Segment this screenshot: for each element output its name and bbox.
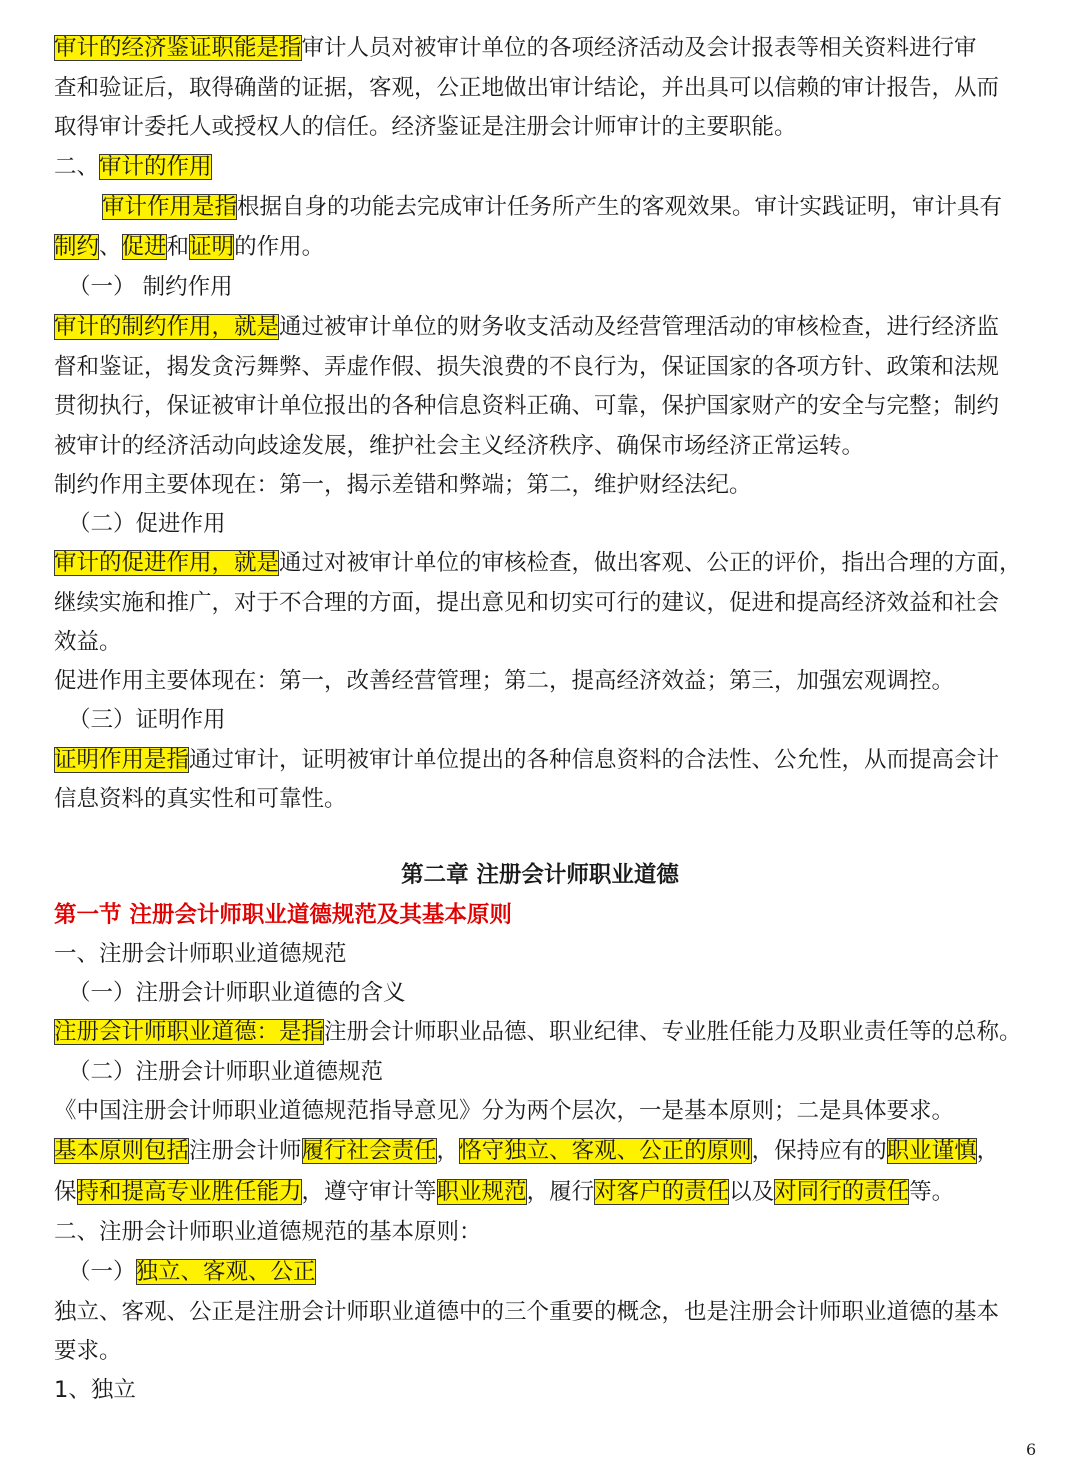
- text-segment: 促进作用主要体现在：第一，改善经营管理；第二，提高经济效益；第三，加强宏观调控。: [54, 668, 955, 694]
- text-segment: 的作用。: [234, 234, 325, 260]
- text-segment: ，遵守审计等: [301, 1179, 437, 1205]
- text-segment: 通过审计，证明被审计单位提出的各种信息资料的合法性、公允性，从而提高会计: [189, 747, 1000, 773]
- highlighted-text: 促进: [121, 234, 167, 260]
- text-line: [54, 467, 1044, 505]
- subsection-heading: [68, 975, 1058, 1013]
- text-segment: 以及: [729, 1179, 775, 1205]
- text-line: [54, 585, 1044, 623]
- text-line: [54, 1174, 1044, 1212]
- text-line: [54, 70, 1044, 108]
- text-segment: （三）证明作用: [68, 707, 226, 733]
- subsection-heading: [68, 702, 1058, 740]
- text-line: [102, 189, 1080, 227]
- text-line: [54, 1214, 1044, 1252]
- highlighted-text: 审计的经济鉴证职能是指: [54, 35, 302, 61]
- text-line: [54, 388, 1044, 426]
- highlighted-text: 审计作用是指: [102, 194, 238, 220]
- highlighted-text: 履行社会责任: [301, 1138, 437, 1164]
- section-title: [54, 897, 1044, 935]
- text-segment: 通过被审计单位的财务收支活动及经营管理活动的审核检查，进行经济监: [279, 314, 1000, 340]
- highlighted-text: 审计的作用: [99, 154, 212, 180]
- text-segment: 取得审计委托人或授权人的信任。经济鉴证是注册会计师审计的主要职能。: [54, 114, 797, 140]
- text-segment: 注册会计师: [189, 1138, 302, 1164]
- text-segment: （二）注册会计师职业道德规范: [68, 1059, 384, 1085]
- text-segment: 1、独立: [54, 1377, 136, 1403]
- text-segment: ，保持应有的: [751, 1138, 887, 1164]
- text-segment: 贯彻执行，保证被审计单位报出的各种信息资料正确、可靠，保护国家财产的安全与完整；制约: [54, 393, 1000, 419]
- section-heading: [54, 149, 1044, 187]
- text-line: [54, 624, 1044, 662]
- highlighted-text: 证明: [189, 234, 235, 260]
- text-line: [54, 1372, 1044, 1410]
- text-line: [54, 742, 1044, 780]
- text-segment: 继续实施和推广，对于不合理的方面，提出意见和切实可行的建议，促进和提高经济效益和社会: [54, 590, 1000, 616]
- highlighted-text: 恪守独立、客观、公正的原则: [459, 1138, 752, 1164]
- text-segment: 保: [54, 1179, 77, 1205]
- text-line: [54, 663, 1044, 701]
- text-segment: 信息资料的真实性和可靠性。: [54, 786, 347, 812]
- text-segment: 二、: [54, 154, 100, 180]
- text-segment: 效益。: [54, 629, 122, 655]
- text-segment: 独立、客观、公正是注册会计师职业道德中的三个重要的概念，也是注册会计师职业道德的基本: [54, 1299, 1000, 1325]
- highlighted-text: 持和提高专业胜任能力: [76, 1179, 302, 1205]
- text-segment: 等。: [909, 1179, 955, 1205]
- highlighted-text: 职业规范: [436, 1179, 527, 1205]
- text-line: [54, 545, 1044, 583]
- page-number: 6: [1026, 1440, 1037, 1459]
- subsection-heading: [68, 506, 1058, 544]
- text-line: [54, 1133, 1044, 1171]
- text-line: [54, 309, 1044, 347]
- text-segment: 二、注册会计师职业道德规范的基本原则：: [54, 1219, 482, 1245]
- text-segment: 根据自身的功能去完成审计任务所产生的客观效果。审计实践证明，审计具有: [237, 194, 1003, 220]
- text-segment: 制约作用主要体现在：第一，揭示差错和弊端；第二，维护财经法纪。: [54, 472, 752, 498]
- text-line: [54, 1014, 1044, 1052]
- text-line: [54, 781, 1044, 819]
- text-line: [54, 1333, 1044, 1371]
- text-segment: ，: [436, 1138, 460, 1164]
- highlighted-text: 审计的促进作用，就是: [54, 550, 280, 576]
- text-segment: 一、注册会计师职业道德规范: [54, 941, 347, 967]
- text-segment: 通过对被审计单位的审核检查，做出客观、公正的评价，指出合理的方面，: [279, 550, 1022, 576]
- text-segment: 查和验证后，取得确凿的证据，客观，公正地做出审计结论，并出具可以信赖的审计报告，从而: [54, 75, 1000, 101]
- text-segment: （一） 制约作用: [68, 274, 233, 300]
- highlighted-text: 对同行的责任: [774, 1179, 910, 1205]
- text-segment: （二）促进作用: [68, 511, 226, 537]
- text-segment: ，履行: [526, 1179, 595, 1205]
- text-segment: 注册会计师职业品德、职业纪律、专业胜任能力及职业责任等的总称。: [324, 1019, 1022, 1045]
- text-line: [54, 1093, 1044, 1131]
- text-line: [54, 30, 1044, 68]
- highlighted-text: 注册会计师职业道德：是指: [54, 1019, 325, 1045]
- highlighted-text: 制约: [54, 234, 100, 260]
- subsection-heading: [68, 269, 1058, 307]
- subsection-heading: [68, 1054, 1058, 1092]
- text-segment: 第二章 注册会计师职业道德: [401, 862, 679, 888]
- subsection-heading: [68, 1254, 1058, 1292]
- text-segment: 和: [166, 234, 190, 260]
- text-segment: （一）注册会计师职业道德的含义: [68, 980, 406, 1006]
- text-segment: 、: [99, 234, 122, 260]
- text-line: [54, 1294, 1044, 1332]
- highlighted-text: 基本原则包括: [54, 1138, 190, 1164]
- text-segment: 审计人员对被审计单位的各项经济活动及会计报表等相关资料进行审: [301, 35, 977, 61]
- text-segment: 督和鉴证，揭发贪污舞弊、弄虚作假、损失浪费的不良行为，保证国家的各项方针、政策和法规: [54, 354, 1000, 380]
- text-segment: （一）: [68, 1259, 136, 1285]
- chapter-title: [0, 857, 1080, 895]
- text-line: [54, 428, 1044, 466]
- text-segment: 《中国注册会计师职业道德规范指导意见》分为两个层次，一是基本原则；二是具体要求。: [54, 1098, 955, 1124]
- text-segment: ，: [976, 1138, 1000, 1164]
- text-line: [54, 109, 1044, 147]
- highlighted-text: 对客户的责任: [594, 1179, 730, 1205]
- highlighted-text: 职业谨慎: [886, 1138, 977, 1164]
- text-line: [54, 936, 1044, 974]
- text-segment: 被审计的经济活动向歧途发展，维护社会主义经济秩序、确保市场经济正常运转。: [54, 433, 865, 459]
- text-segment: 要求。: [54, 1338, 122, 1364]
- highlighted-text: 审计的制约作用，就是: [54, 314, 280, 340]
- text-segment: 第一节 注册会计师职业道德规范及其基本原则: [54, 902, 512, 928]
- text-line: [54, 349, 1044, 387]
- text-line: [54, 229, 1044, 267]
- highlighted-text: 独立、客观、公正: [135, 1259, 316, 1285]
- highlighted-text: 证明作用是指: [54, 747, 190, 773]
